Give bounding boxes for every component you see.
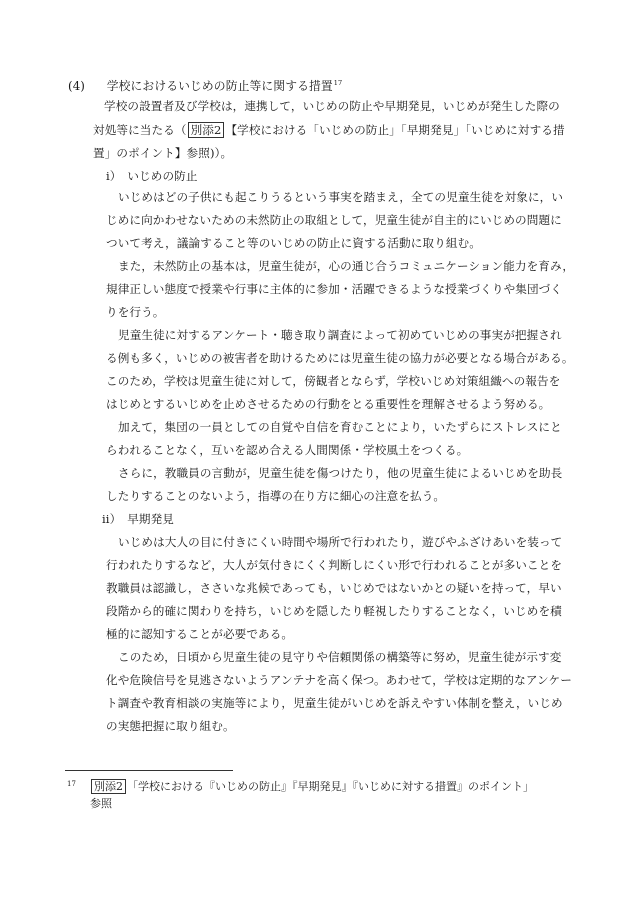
paragraph-line: ト調査や教育相談の実施等により，児童生徒がいじめを訴えやすい体制を整え，いじめ [106, 696, 563, 710]
paragraph-line: 行われたりするなど，大人が気付きにくく判断しにくい形で行われることが多いことを [106, 558, 563, 572]
paragraph-line: りを行う。 [106, 305, 165, 319]
intro-line-2: 対処等に当たる（ 別添2 【学校における「いじめの防止」「早期発見」「いじめに対する措 [93, 123, 565, 137]
intro-line-1: 学校の設置者及び学校は，連携して，いじめの防止や早期発見，いじめが発生した際の [104, 99, 560, 113]
paragraph-line: の実態把握に取り組む。 [106, 719, 235, 733]
paragraph-line: したりすることのないよう，指導の在り方に細心の注意を払う。 [106, 489, 446, 503]
paragraph-line: このため，学校は児童生徒に対して，傍観者とならず，学校いじめ対策組織への報告を [106, 374, 561, 388]
paragraph-line: さらに，教職員の言動が，児童生徒を傷つけたり，他の児童生徒によるいじめを助長 [118, 466, 563, 480]
paragraph-line: 極的に認知することが必要である。 [106, 627, 294, 641]
paragraph-line: いじめは大人の目に付きにくい時間や場所で行われたり，遊びやふざけあいを装って [118, 535, 563, 549]
paragraph-line: ついて考え，議論すること等のいじめの防止に資する活動に取り組む。 [106, 236, 481, 250]
section-heading [68, 76, 342, 93]
paragraph-line: 加えて，集団の一員としての自覚や自信を育むことにより，いたずらにストレスにと [118, 420, 562, 434]
section-title: 学校におけるいじめの防止等に関する措置 [106, 79, 333, 93]
paragraph-line: はじめとするいじめを止めさせるための行動をとる重要性を理解させるよう努める。 [106, 397, 551, 411]
attachment-box: 別添2 [188, 122, 225, 138]
footnote-number: 17 [67, 780, 76, 788]
paragraph-line: 規律正しい態度で授業や行事に主体的に参加・活躍できるような授業づくりや集団づく [106, 282, 563, 296]
paragraph-line: 段階から的確に関わりを持ち，いじめを隠したり軽視したりすることなく，いじめを積 [106, 604, 562, 618]
footnote-line-1: 別添2 「学校における『いじめの防止』『早期発見』『いじめに対する措置』のポイント」 [90, 780, 534, 794]
paragraph-line: じめに向かわせないための未然防止の取組として，児童生徒が自主的にいじめの問題に [106, 213, 562, 227]
paragraph-line: 化や危険信号を見逃さないようアンテナを高く保つ。あわせて，学校は定期的なアンケー [106, 673, 572, 687]
intro-line-3: 置」のポイント】参照)）。 [93, 146, 233, 160]
footnote-line-2: 参照 [90, 797, 112, 810]
paragraph-line: いじめはどの子供にも起こりうるという事実を踏まえ，全ての児童生徒を対象に，い [118, 190, 564, 204]
section-number: (4) [68, 79, 86, 93]
subsection-heading-early-detection: ii） 早期発見 [102, 512, 174, 526]
paragraph-line: る例も多く，いじめの被害者を助けるためには児童生徒の協力が必要となる場合がある。 [106, 351, 574, 365]
footnote-ref: 17 [333, 79, 343, 87]
paragraph-line: このため，日頃から児童生徒の見守りや信頼関係の構築等に努め，児童生徒が示す変 [118, 650, 562, 664]
paragraph-line: 児童生徒に対するアンケート・聴き取り調査によって初めていじめの事実が把握され [118, 328, 562, 342]
footnote-attachment-box: 別添2 [91, 779, 126, 794]
paragraph-line: らわれることなく，互いを認め合える人間関係・学校風土をつくる。 [106, 443, 469, 457]
paragraph-line: また，未然防止の基本は，児童生徒が，心の通じ合うコミュニケーション能力を育み， [118, 259, 575, 273]
subsection-heading-prevention: i） いじめの防止 [106, 169, 198, 183]
footnote-divider [65, 770, 233, 771]
paragraph-line: 教職員は認識し，ささいな兆候であっても，いじめではないかとの疑いを持って，早い [106, 581, 562, 595]
